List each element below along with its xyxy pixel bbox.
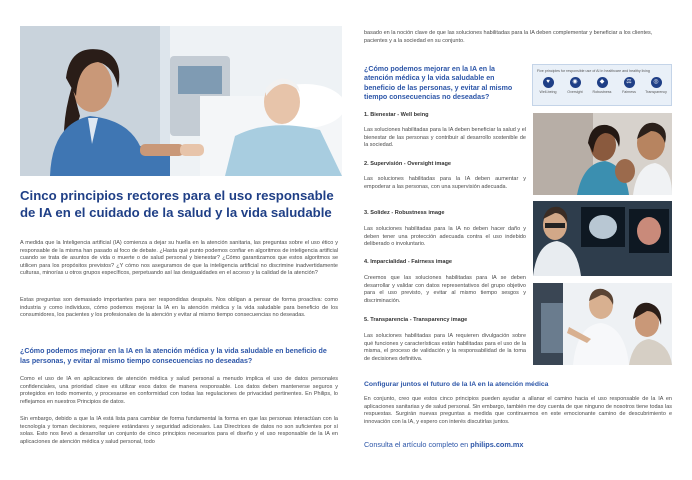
section-body-fairness: Creemos que las soluciones habilitadas para IA se deben desarrollar y validar con datos representativos del grupo objetivo para el uso previsto, y evitar al mismo tiempo sesgos y discriminación. [364,275,526,304]
eye-icon: ◉ [570,77,581,88]
section-body-wellbeing: Las soluciones habilitadas para la IA deben beneficiar la salud y el bienestar de las personas y contribuir al desarrollo sostenible de la sociedad. [364,127,526,148]
principle-transparency [644,77,668,95]
third-paragraph: Como el uso de IA en aplicaciones de atención médica y salud personal a menudo implica el uso de datos personales confidenciales, una prioridad clave es utilizar esos datos de manera responsable. Los datos deben mantenerse seguros y protegidos en todo momento, y procesarse en conformidad con todas las regulaciones de privacidad pertinentes. En Philips, lo reflejamos en nuestros Principios de datos. [20,376,338,405]
principle-fairness [617,77,641,95]
consult-article-line [364,440,672,449]
config-future-heading: Configurar juntos el futuro de la IA en la atención médica [364,381,549,388]
doctor-scan-screens-photo [533,201,672,276]
philips-website-link[interactable]: philips.com.mx [470,440,524,449]
principle-oversight [563,77,587,95]
intro-paragraph: A medida que la Inteligencia artificial (IA) comienza a dejar su huella en la atención sanitaria, las preguntas sobre el uso ético y responsable de la misma han pasado al foco de debate. ¿Hasta qué punto podemos confiar en algoritmos de inteligencia artificial cuando se trata de asuntos de vida o muerte o de salud personal y bienestar? ¿Cómo garantizamos que estos algoritmos se utilicen para los propósitos previstos? ¿Y cómo nos aseguramos de que la inteligencia artificial no discrimine inadvertidamente culturas, minorías u otros grupos específicos, perpetuando así las desigualdades en el acceso y la calidad de la atención? [20,240,338,277]
doctor-patient-consult-photo [533,283,672,365]
principle-label: Fairness [622,90,636,94]
right-question-heading: ¿Cómo podemos mejorar en la IA en la atención médica y la vida saludable en beneficio de las personas, y evitar al mismo tiempo consecuencias no deseadas? [364,65,513,102]
second-paragraph: Estas preguntas son demasiado importantes para ser respondidas después. Nos obligan a pensar de forma proactiva: como industria y como individuos, cómo podemos mejorar la IA en la atención médica y la vida saludable para beneficio de los consumidores, los pacientes y los profesionales de la atención y evitar al mismo tiempo consecuencias no deseadas. [20,297,338,319]
nurse-patient-photo [20,26,342,176]
section-heading-fairness: 4. Imparcialidad - Fairness image [364,259,452,265]
section-heading-robustness: 3. Solidez - Robustness image [364,210,445,216]
article-title: Cinco principios rectores para el uso responsable de IA en el cuidado de la salud y la vida saludable [20,188,334,220]
principle-label: Robustness [592,90,612,94]
principle-well-being [536,77,560,95]
principle-label: Transparency [645,90,667,94]
infobox-title: Five principles for responsible use of AI in healthcare and healthy living [537,69,650,73]
continuation-paragraph: basado en la noción clave de que las soluciones habilitadas para la IA deben complementar y beneficiar a los clientes, pacientes y a la sociedad en su conjunto. [364,30,653,44]
left-question-heading: ¿Cómo podemos mejorar en la IA en la atención médica y la vida saludable en beneficio de las personas, y evitar al mismo tiempo consecuencias no deseadas? [20,347,327,365]
section-body-robustness: Las soluciones habilitadas para la IA no deben hacer daño y deben tener una protección adecuada contra el uso indebido deliberado o involuntario. [364,226,526,247]
consult-text: Consulta el artículo completo en [364,440,471,449]
section-body-transparency: Las soluciones habilitadas para IA requieren divulgación sobre qué funciones y características están habilitadas para el uso de la misma, el proceso de validación y la responsabilidad de la toma de decisiones definitiva. [364,333,526,362]
scale-icon: ⚖ [624,77,635,88]
section-heading-transparency: 5. Transparencia - Transparency image [364,317,468,323]
section-heading-oversight: 2. Supervisión - Oversight image [364,161,452,167]
transparency-icon: ◎ [651,77,662,88]
section-heading-wellbeing: 1. Bienestar - Well being [364,112,429,118]
heart-icon: ♥ [543,77,554,88]
principle-label: Well-being [539,90,557,94]
principle-robustness [590,77,614,95]
principle-label: Oversight [567,90,583,94]
config-future-paragraph: En conjunto, creo que estos cinco principios pueden ayudar a allanar el camino hacia el uso responsable de la IA en aplicaciones sanitarias y de salud personal. Sin embargo, también me doy cuenta de que ninguno de nosotros tiene todas las respuestas. Surgirán nuevas preguntas a medida que continuemos en este emocionante camino de descubrimiento e innovación con la IA, y espero con interés discutirlas juntos. [364,396,672,425]
principles-infobox [532,64,672,106]
section-body-oversight: Las soluciones habilitadas para la IA deben aumentar y empoderar a las personas, con una supervisión adecuada. [364,176,526,190]
fourth-paragraph: Sin embargo, debido a que la IA está lista para cambiar de forma fundamental la forma en que las personas interactúan con la tecnología y toman decisiones, requiere estándares y seguridad adicionales. Las Directrices de datos no son suficientes por sí solas. Esto nos llevó a desarrollar un conjunto de cinco principios necesarios para el diseño y el uso responsable de la IA en aplicaciones de atención médica y salud personal, todo [20,416,338,445]
shield-icon: ◆ [597,77,608,88]
mother-child-doctor-photo [533,113,672,195]
